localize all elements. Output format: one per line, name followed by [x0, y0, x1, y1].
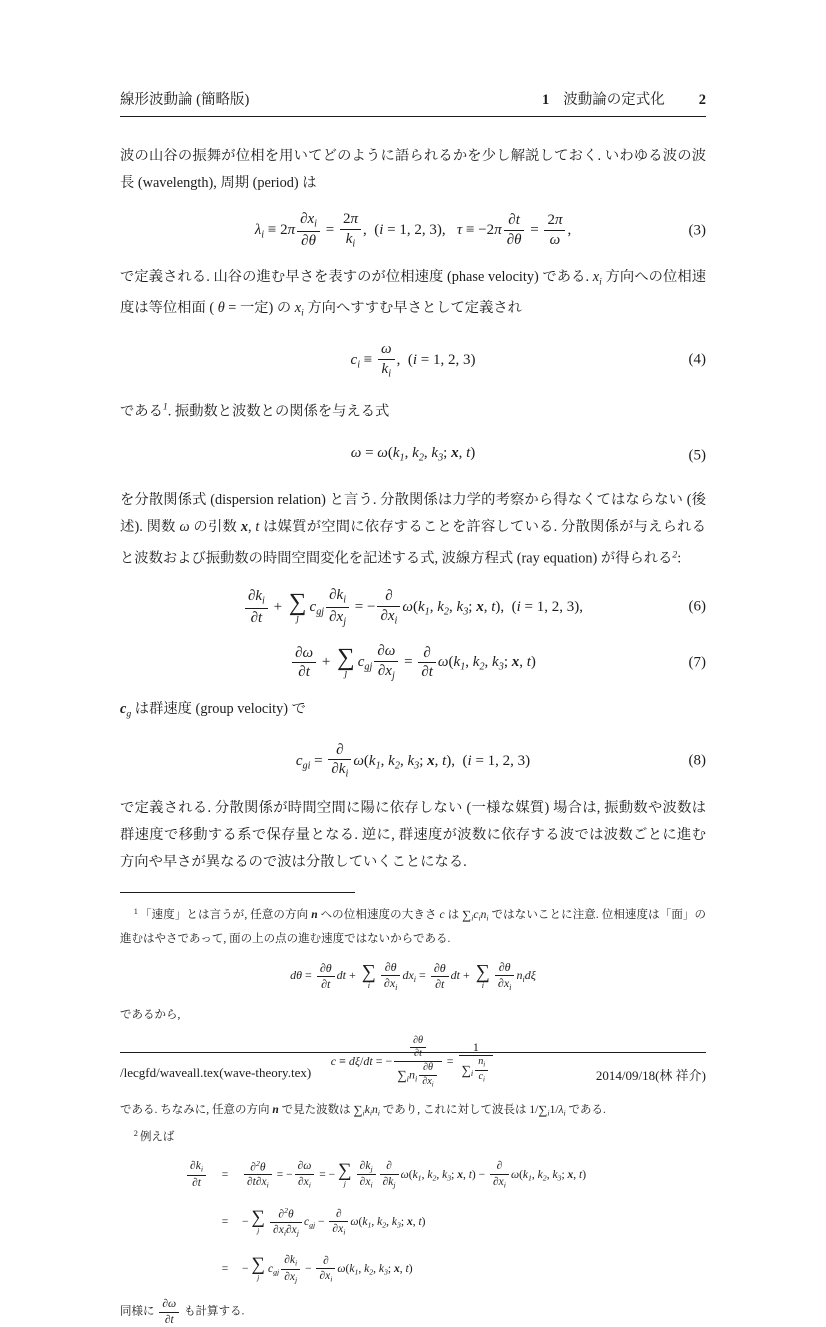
equation-3 [120, 210, 706, 251]
page-footer [120, 1052, 706, 1084]
footnote-rule [120, 892, 355, 893]
footnote-1-equation-b-math: c ≡ dξ/dt = − $\frac{\partial\theta}{\partial t}$ $\sum_in_i$ $\frac{\partial\theta}{\partial x_i}$ = 1 $\sum_i$ $\frac{n_i}{c_i}$ [331, 1035, 495, 1090]
section-title: 波動論の定式化 [563, 92, 665, 108]
equation-4-math: $c_i$ ≡ $\frac{\omega}{k_i}$ , (i = 1, 2, 3) [350, 340, 476, 380]
equation-5-tag: (5) [688, 447, 706, 464]
source-path: /lecgfd/waveall.tex(wave-theory.tex) [120, 1065, 312, 1080]
running-title: 線形波動論 (簡略版) [120, 92, 250, 108]
page-number: 2 [698, 92, 706, 108]
equation-8 [120, 741, 706, 782]
equation-3-tag: (3) [688, 222, 706, 239]
footnote-2-marker: 2 [133, 1128, 138, 1138]
derivation-row3-rhs: − ∑ j $c_{gj}$ $\frac{\partial k_i}{\partial x_j}$ − $\frac{\partial}{\partial x_i}$ $\omega(k_1$, $k_2$, $k_3$; x, t) [242, 1254, 413, 1285]
footnote-2-text [120, 1124, 706, 1147]
footnote-1-text [120, 902, 706, 949]
paragraph-3: である$^1$. 振動数と波数との関係を与える式 [120, 401, 390, 420]
page-header [120, 88, 706, 117]
section-number: 1 [542, 92, 550, 108]
derivation-row1-rel: = [221, 1168, 229, 1181]
footnote-1-text-2: であるから, [120, 1008, 181, 1021]
footnote-1-text-3: である. ちなみに, 任意の方向 n で見た波数は $\sum_ik_in_i$ であり, これに対して波長は $1/\sum_i1/\lambda_i$ である. [120, 1102, 606, 1118]
equation-8-tag: (8) [688, 752, 706, 769]
footnote-2-body: 例えば [139, 1130, 175, 1143]
footnote-1-equation-a-math: dθ = $\frac{\partial\theta}{\partial t}$ dt + ∑ i $\frac{\partial\theta}{\partial x_i}$ $dx_i$ = $\frac{\partial\theta}{\partial t}$ dt + ∑ i $\frac{\partial\theta}{\partial x_i}$ $n_id\xi$ [290, 960, 536, 992]
running-section [542, 88, 706, 109]
footnote-2-derivation [120, 1159, 706, 1285]
paragraph-6: で定義される. 分散関係が時間空間に陽に依存しない (一様な媒質) 場合は, 振動数や波数は群速度で移動する系で保存量となる. 逆に, 群速度が波数に依存する波では波数ごとに進む方向や早さが異なるので波は分散していくことになる. [120, 799, 706, 870]
equation-6-tag: (6) [688, 598, 706, 615]
equation-7 [120, 642, 706, 683]
footnote-1-marker: 1 [133, 906, 138, 916]
derivation-row2-rel: = [221, 1216, 229, 1229]
footnote-2 [120, 1124, 706, 1327]
equation-8-math: $c_{gi}$ = $\frac{\partial}{\partial k_i}$ $\omega(k_1$, $k_2$, $k_3$; x, t), (i = 1, 2, 3) [295, 741, 531, 780]
paragraph-4: を分散関係式 (dispersion relation) と言う. 分散関係は力学的考察から得なくてはならない (後述). 関数 ω の引数 x, t は媒質が空間に依存することを許容している. 分散関係が与えられると波数および振動数の時間空間変化を記述する式, 波線方程式 (ray equation) が得られる$^2$: [120, 492, 707, 567]
paragraph-1: 波の山谷の振舞が位相を用いてどのように語られるかを少し解説しておく. いわゆる波の波長 (wavelength), 周期 (period) は [120, 148, 706, 191]
paragraph-2: で定義される. 山谷の進む早さを表すのが位相速度 (phase velocity) である. $x_i$ 方向への位相速度は等位相面 ( θ = 一定) の $x_i$ 方向へすすむ早さとして定義され [120, 269, 706, 319]
equation-4-tag: (4) [688, 351, 706, 368]
equation-5-math: $\omega = \omega(k_1$, $k_2$, $k_3$; x, t) [350, 445, 476, 465]
footnote-1 [120, 902, 706, 1124]
equation-6 [120, 586, 706, 630]
text-column [120, 88, 706, 1327]
equation-7-math: $\frac{\partial\omega}{\partial t}$ + ∑ j $c_{gj}$ $\frac{\partial\omega}{\partial x_j}$ = $\frac{\partial}{\partial t}$ $\omega(k_1$, $k_2$, $k_3$; x, t) [290, 642, 536, 683]
footnote-1-body: 「速度」とは言うが, 任意の方向 n への位相速度の大きさ c は $\sum_ic_in_i$ ではないことに注意. 位相速度は「面」の進むはやさであって, 面の上の点の進む速度ではないからである. [120, 907, 707, 945]
equation-6-math: $\frac{\partial k_i}{\partial t}$ + ∑ j $c_{gj}$ $\frac{\partial k_i}{\partial x_j}$ = − $\frac{\partial}{\partial x_i}$ $\omega(k_1$, $k_2$, $k_3$; x, t), (i = 1, 2, 3), [243, 586, 583, 630]
equation-3-math: $\lambda_i \equiv 2\pi$ $\frac{\partial x_i}{\partial\theta}$ = $\frac{2\pi}{k_i}$ , (i = 1, 2, 3), τ ≡ −2π $\frac{\partial t}{\partial\theta}$ = $\frac{2\pi}{\omega}$ , [254, 211, 572, 250]
paragraph-5: $c_g$ は群速度 (group velocity) で [120, 701, 306, 720]
equation-5 [120, 438, 706, 474]
equation-4 [120, 340, 706, 381]
derivation-row3-rel: = [221, 1263, 229, 1276]
footnote-1-equation-a [120, 959, 706, 995]
date-author: 2014/09/18(林 祥介) [595, 1068, 706, 1083]
body-text [120, 143, 706, 876]
footnote-2-closing: 同様に $\frac{\partial\omega}{\partial t}$ も計算する. [120, 1298, 245, 1326]
derivation-row1-lhs: $\frac{\partial k_i}{\partial t}$ [120, 1159, 208, 1190]
derivation-row1-rhs: $\frac{\partial^2\theta}{\partial t\partial x_i}$ = − $\frac{\partial\omega}{\partial x_i}$ = − ∑ j $\frac{\partial k_j}{\partial x_i}$ $\frac{\partial}{\partial k_j}$ $\omega(k_1$, $k_2$, $k_3$; x, t) − $\frac{\partial}{\partial x_i}$ $\omega(k_1$, $k_2$, $k_3$; x, t) [242, 1159, 706, 1191]
derivation-row2-rhs: − ∑ j $\frac{\partial^2\theta}{\partial x_i\partial x_j}$ $c_{gj}$ − $\frac{\partial}{\partial x_i}$ $\omega(k_1$, $k_2$, $k_3$; x, t) [242, 1205, 426, 1238]
equation-7-tag: (7) [688, 654, 706, 671]
